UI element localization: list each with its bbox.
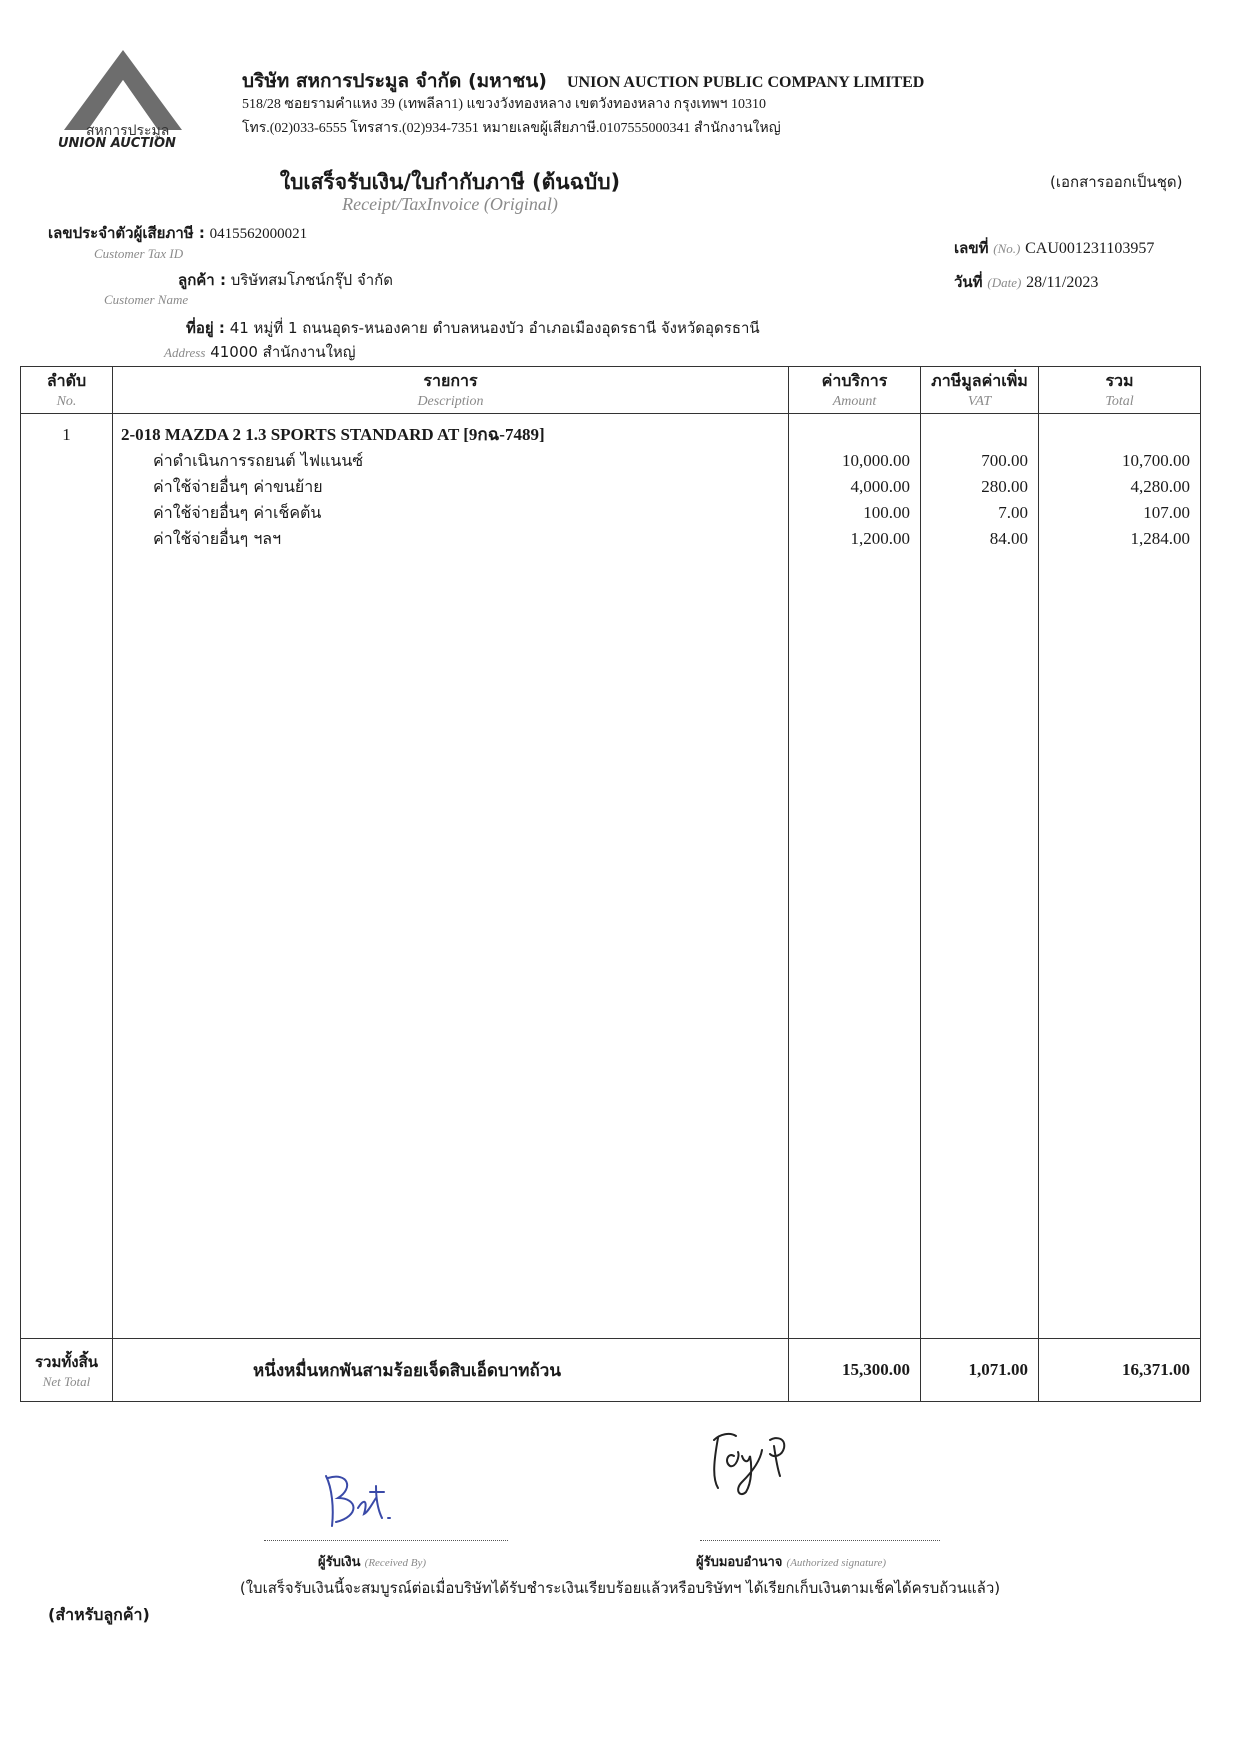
- customer-address-line2-row: [164, 340, 356, 364]
- received-signature: [318, 1468, 408, 1534]
- received-by-label: ผู้รับเงิน: [318, 1555, 361, 1570]
- total-column: [1039, 414, 1201, 1339]
- authorized-caption: [696, 1551, 886, 1572]
- document-title-en: Receipt/TaxInvoice (Original): [342, 194, 558, 214]
- signature-scribble-icon: [318, 1468, 408, 1530]
- table-footer-row: [21, 1339, 1201, 1402]
- received-by-label-en: (Received By): [364, 1557, 427, 1569]
- table-body-row: [21, 414, 1201, 1339]
- net-total-label-en: Net Total: [42, 1374, 91, 1389]
- customer-name: บริษัทสมโภชน์กรุ๊ป จำกัด: [230, 271, 393, 289]
- document-date: 28/11/2023: [1026, 274, 1099, 291]
- line-vat: 280.00: [981, 477, 1028, 496]
- customer-address-label-en: Address: [164, 345, 206, 360]
- customer-address-label: ที่อยู่ :: [186, 319, 225, 337]
- line-vat: 84.00: [989, 529, 1028, 548]
- customer-tax-id-label-en: Customer Tax ID: [94, 246, 184, 261]
- document-title: ใบเสร็จรับเงิน/ใบกำกับภาษี (ต้นฉบับ): [279, 170, 621, 194]
- amount-column: [789, 414, 921, 1339]
- item-description-cell: [113, 414, 789, 1339]
- company-contact: โทร.(02)033-6555 โทรสาร.(02)934-7351 หมายเลขผู้เสียภาษี.0107555000341 สำนักงานใหญ่: [242, 121, 781, 136]
- line-total: 4,280.00: [1130, 477, 1190, 496]
- for-customer-note: (สำหรับลูกค้า): [48, 1605, 150, 1624]
- document-number-label-en: (No.): [993, 241, 1021, 256]
- net-total-label: รวมทั้งสิ้น: [35, 1353, 98, 1371]
- line-amount: 4,000.00: [850, 477, 910, 496]
- company-logo: [58, 48, 188, 158]
- authorized-label: ผู้รับมอบอำนาจ: [696, 1555, 783, 1570]
- authorized-signature: [690, 1426, 880, 1510]
- signature-scribble-icon: [690, 1426, 880, 1506]
- customer-tax-id: 0415562000021: [209, 226, 308, 242]
- header-amount: ค่าบริการ Amount: [789, 367, 921, 414]
- authorized-label-en: (Authorized signature): [786, 1557, 887, 1569]
- item-no: 1: [21, 414, 113, 1339]
- vat-column: [921, 414, 1039, 1339]
- net-vat: 1,071.00: [921, 1339, 1039, 1402]
- document-number-label: เลขที่: [954, 239, 989, 257]
- customer-address-row: [186, 316, 760, 340]
- logo-text-en: UNION AUCTION: [58, 136, 176, 151]
- item-title: 2-018 MAZDA 2 1.3 SPORTS STANDARD AT [9กฉ-7489]: [121, 425, 545, 444]
- header-no: ลำดับ No.: [21, 367, 113, 414]
- items-table: [20, 366, 1201, 1402]
- document-date-row: [954, 270, 1098, 294]
- amount-in-words-cell: [113, 1339, 789, 1402]
- line-total: 10,700.00: [1122, 451, 1190, 470]
- net-total-label-cell: [21, 1339, 113, 1402]
- document-number-row: [954, 236, 1154, 260]
- list-item: ค่าใช้จ่ายอื่นๆ ฯลฯ: [153, 529, 282, 548]
- received-by-caption: [318, 1551, 426, 1572]
- document-date-label-en: (Date): [987, 275, 1022, 290]
- company-name-th: บริษัท สหการประมูล จำกัด (มหาชน): [242, 70, 547, 92]
- net-total: 16,371.00: [1039, 1339, 1201, 1402]
- list-item: ค่าดำเนินการรถยนต์ ไฟแนนซ์: [153, 451, 364, 470]
- customer-tax-id-row: [48, 221, 307, 245]
- customer-name-label: ลูกค้า :: [178, 271, 226, 289]
- line-vat: 700.00: [981, 451, 1028, 470]
- logo-text-th: สหการประมูล: [86, 123, 170, 139]
- line-total: 107.00: [1143, 503, 1190, 522]
- net-amount: 15,300.00: [789, 1339, 921, 1402]
- authorized-signature-line: [700, 1540, 940, 1541]
- customer-tax-id-label: เลขประจำตัวผู้เสียภาษี :: [48, 224, 205, 242]
- amount-in-words: หนึ่งหมื่นหกพันสามร้อยเจ็ดสิบเอ็ดบาทถ้วน: [253, 1360, 561, 1381]
- company-name-en: UNION AUCTION PUBLIC COMPANY LIMITED: [566, 74, 925, 91]
- customer-address-line1: 41 หมู่ที่ 1 ถนนอุดร-หนองคาย ตำบลหนองบัว อำเภอเมืองอุดรธานี จังหวัดอุดรธานี: [229, 319, 760, 337]
- customer-address-line2: 41000 สำนักงานใหญ่: [210, 343, 356, 361]
- header-total: รวม Total: [1039, 367, 1201, 414]
- list-item: ค่าใช้จ่ายอื่นๆ ค่าขนย้าย: [153, 477, 323, 496]
- line-amount: 10,000.00: [842, 451, 910, 470]
- company-name: [242, 66, 924, 96]
- line-total: 1,284.00: [1130, 529, 1190, 548]
- table-header-row: [21, 367, 1201, 414]
- received-signature-line: [264, 1540, 508, 1541]
- validity-note: (ใบเสร็จรับเงินนี้จะสมบูรณ์ต่อเมื่อบริษัทได้รับชำระเงินเรียบร้อยแล้วหรือบริษัทฯ ได้เรียกเก็บเงินตามเช็คได้ครบถ้วนแล้ว): [239, 1579, 1001, 1597]
- document-number: CAU001231103957: [1025, 240, 1155, 257]
- line-amount: 100.00: [863, 503, 910, 522]
- copy-note: (เอกสารออกเป็นชุด): [1050, 173, 1183, 191]
- customer-name-label-en: Customer Name: [104, 292, 189, 307]
- line-vat: 7.00: [998, 503, 1028, 522]
- customer-name-row: [178, 268, 393, 292]
- header-description: รายการ Description: [113, 367, 789, 414]
- document-date-label: วันที่: [954, 273, 983, 291]
- list-item: ค่าใช้จ่ายอื่นๆ ค่าเช็คต้น: [153, 503, 322, 522]
- company-address: 518/28 ซอยรามคำแหง 39 (เทพลีลา1) แขวงวังทองหลาง เขตวังทองหลาง กรุงเทพฯ 10310: [242, 97, 767, 112]
- header-vat: ภาษีมูลค่าเพิ่ม VAT: [921, 367, 1039, 414]
- line-amount: 1,200.00: [850, 529, 910, 548]
